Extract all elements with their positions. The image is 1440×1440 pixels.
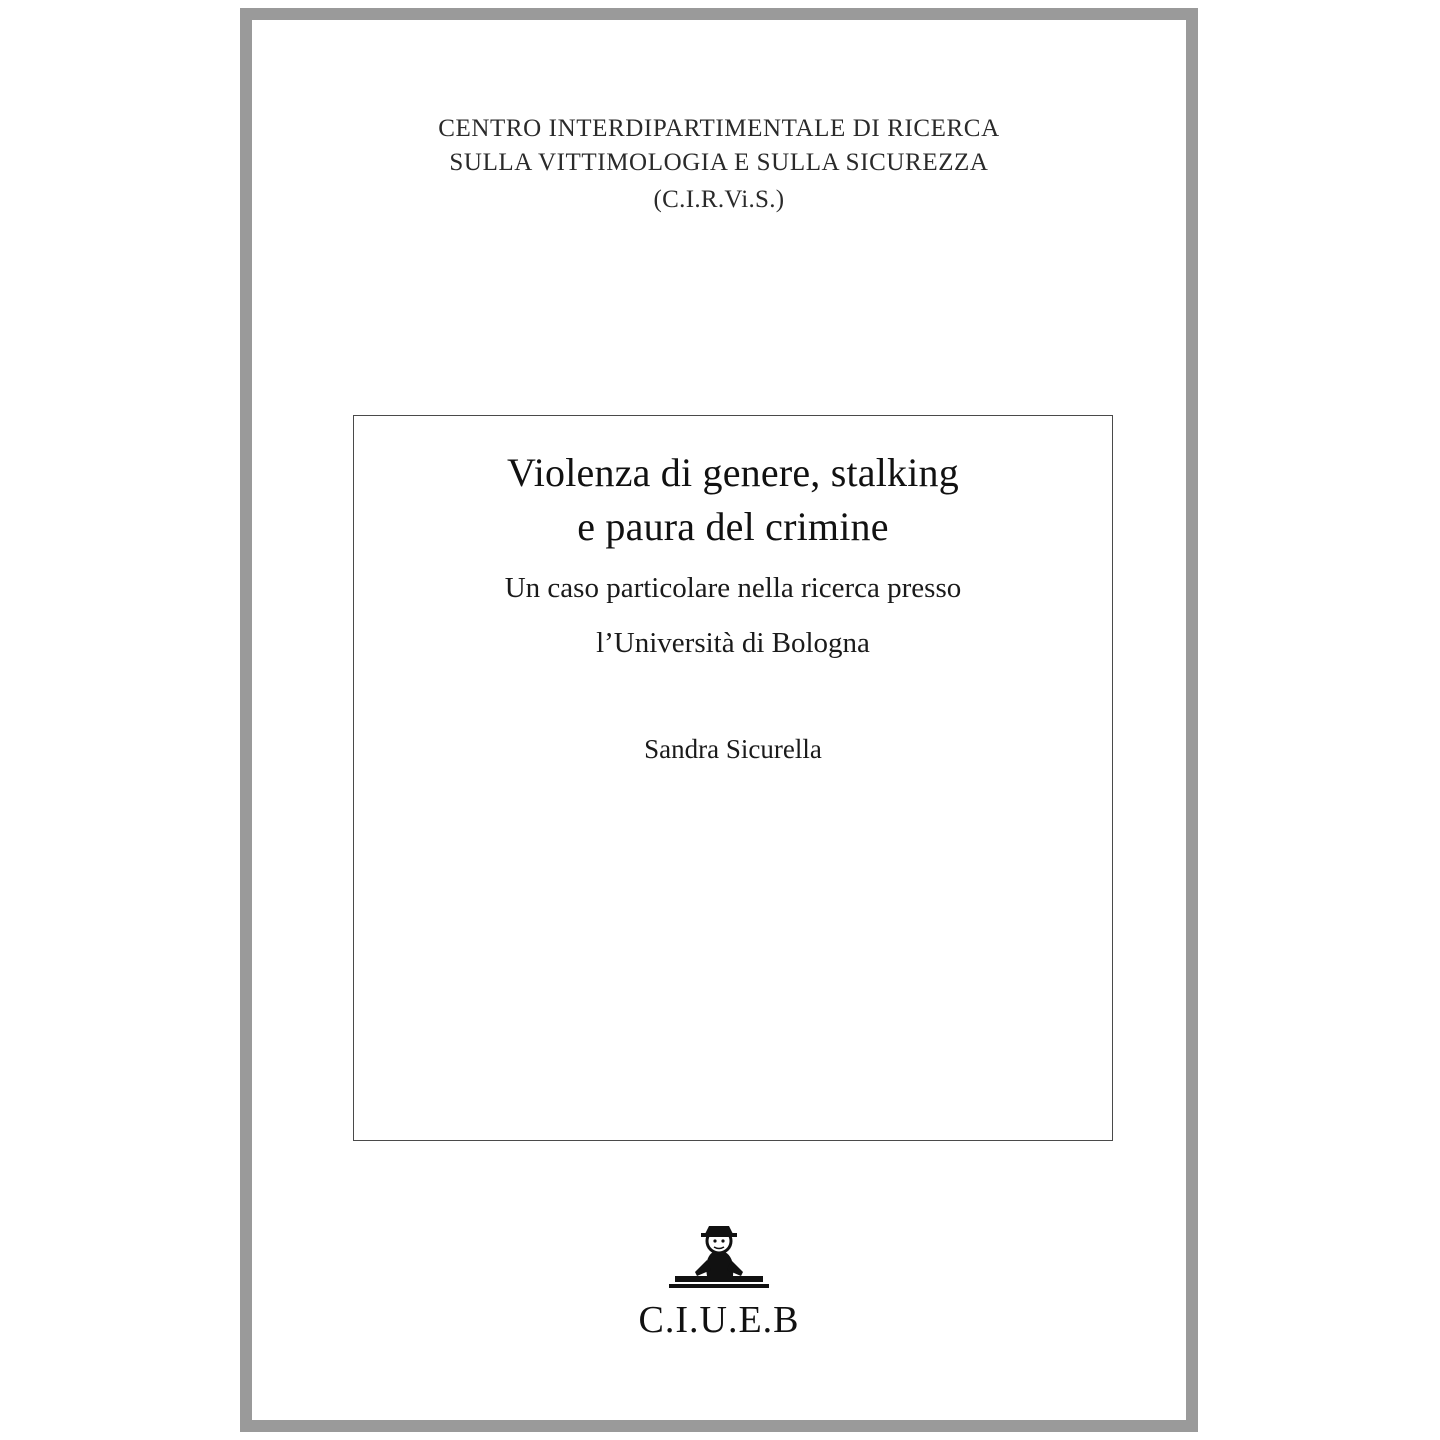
- book-subtitle-line-1: Un caso particolare nella ricerca presso: [504, 572, 962, 604]
- seated-scholar-logo-icon: [655, 1214, 783, 1296]
- title-block: [354, 446, 1112, 664]
- title-box: [353, 415, 1113, 1141]
- centre-acronym: (C.I.R.Vi.S.): [653, 186, 785, 213]
- book-cover: [252, 20, 1186, 1420]
- centre-line-1: CENTRO INTERDIPARTIMENTALE DI RICERCA: [438, 115, 1000, 142]
- author-name: Sandra Sicurella: [644, 734, 822, 764]
- centre-line-2: SULLA VITTIMOLOGIA E SULLA SICUREZZA: [449, 149, 989, 176]
- publisher-name: C.I.U.E.B: [638, 1299, 800, 1341]
- book-title-line-2: e paura del crimine: [577, 504, 889, 549]
- book-cover-frame: [240, 8, 1198, 1432]
- research-centre-header: [252, 112, 1186, 220]
- publisher-block: [252, 1214, 1186, 1342]
- book-subtitle-line-2: l’Università di Bologna: [596, 627, 870, 659]
- book-title-line-1: Violenza di genere, stalking: [507, 450, 959, 495]
